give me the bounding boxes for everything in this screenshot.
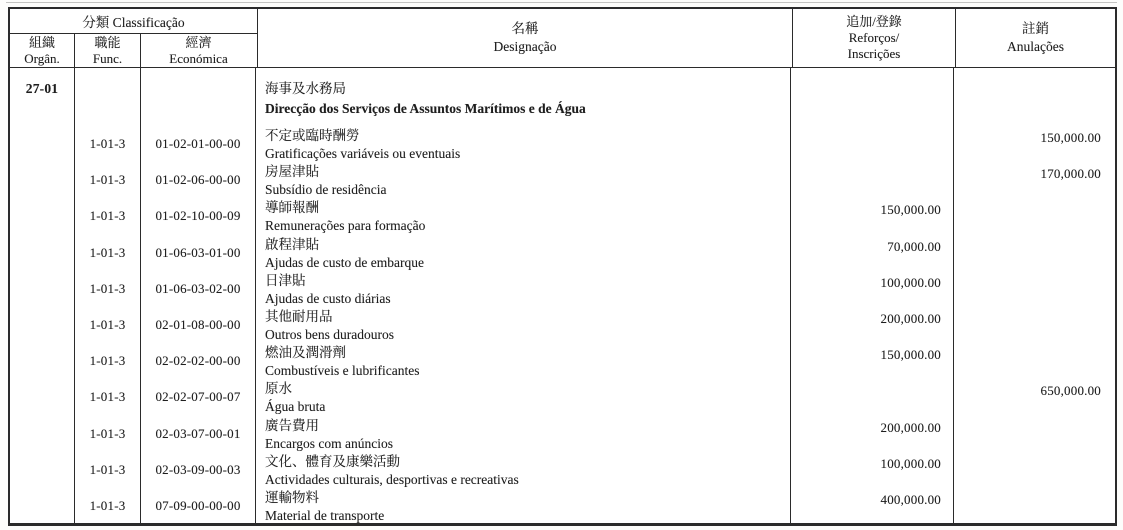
econ-code-cell: 02-03-07-00-01 (141, 416, 256, 452)
designation-cell (256, 452, 791, 488)
econ-code-cell: 01-06-03-01-00 (141, 235, 256, 271)
econ-code-cell: 02-01-08-00-00 (141, 307, 256, 343)
designation-pt: Gratificações variáveis ou eventuais (265, 146, 461, 161)
header-reforcos-column (793, 9, 956, 67)
organ-code-cell (10, 416, 75, 452)
anulacoes-amount-cell (954, 235, 1113, 271)
anulacoes-amount-cell (954, 416, 1113, 452)
anulacoes-amount-cell (954, 452, 1113, 488)
designation-pt: Outros bens duradouros (265, 326, 394, 342)
header-anulacoes-column (956, 9, 1115, 67)
header-func-column (75, 34, 141, 67)
designation-zh: 燃油及潤滑劑 (265, 345, 346, 361)
reforcos-amount-cell: 200,000.00 (791, 416, 954, 452)
anulacoes-amount-cell (954, 343, 1113, 379)
table-row (10, 416, 1115, 452)
scan-artifact-line (6, 2, 1117, 3)
designation-zh: 日津貼 (265, 272, 306, 288)
table-row (10, 271, 1115, 307)
reforcos-amount-cell: 200,000.00 (791, 307, 954, 343)
organ-code-cell (10, 307, 75, 343)
organ-code-cell (10, 198, 75, 234)
anulacoes-amount-cell (954, 68, 1113, 126)
header-func-zh: 職能 (94, 34, 121, 50)
designation-pt: Ajudas de custo diárias (265, 290, 391, 306)
anulacoes-amount-cell (954, 271, 1113, 307)
designation-pt: Actividades culturais, desportivas e recreativas (265, 471, 519, 487)
designation-pt: Encargos com anúncios (265, 435, 393, 451)
table-row (10, 343, 1115, 379)
table-row (10, 198, 1115, 234)
func-code-cell: 1-01-3 (75, 162, 141, 198)
designation-zh: 不定或臨時酬勞 (265, 128, 360, 143)
table-row (10, 235, 1115, 271)
header-econ-zh: 經濟 (185, 34, 212, 50)
reforcos-amount-cell: 70,000.00 (791, 235, 954, 271)
header-anulacoes-pt: Anulações (1007, 39, 1064, 54)
anulacoes-amount-cell: 150,000.00 (1040, 130, 1101, 145)
header-organ-pt: Orgân. (24, 50, 60, 66)
designation-cell (256, 235, 791, 271)
econ-code-cell: 01-02-10-00-09 (141, 198, 256, 234)
func-code-cell: 1-01-3 (75, 126, 141, 162)
table-row (10, 452, 1115, 488)
table-row (10, 126, 1115, 162)
func-code-cell (75, 68, 141, 126)
designation-cell (256, 343, 791, 379)
designation-cell (256, 416, 791, 452)
func-code-cell: 1-01-3 (75, 488, 141, 524)
header-designation-column (258, 9, 793, 67)
organ-code-cell (10, 343, 75, 379)
anulacoes-amount-cell (954, 198, 1113, 234)
func-code-cell: 1-01-3 (75, 452, 141, 488)
organ-code-cell (10, 379, 75, 415)
designation-zh: 房屋津貼 (265, 164, 319, 180)
designation-pt: Material de transporte (265, 507, 385, 523)
reforcos-amount-cell: 150,000.00 (791, 198, 954, 234)
designation-cell (256, 488, 791, 524)
designation-pt: Água bruta (265, 399, 326, 415)
header-reforcos-zh: 追加/登錄 (846, 14, 902, 29)
section-header-row (10, 68, 1115, 126)
designation-zh: 文化、體育及康樂活動 (265, 453, 400, 469)
designation-zh: 廣告費用 (265, 417, 319, 433)
designation-zh: 原水 (265, 381, 292, 397)
designation-cell (256, 68, 791, 126)
designation-zh: 運輸物料 (265, 489, 319, 505)
budget-amendment-table (8, 7, 1117, 526)
reforcos-amount-cell (791, 379, 954, 415)
reforcos-amount-cell (791, 68, 954, 126)
econ-code-cell: 02-02-07-00-07 (141, 379, 256, 415)
econ-code-cell: 01-02-01-00-00 (141, 126, 256, 162)
header-reforcos-pt-line1: Reforços/ (848, 30, 900, 45)
header-anulacoes-zh: 註銷 (1022, 21, 1049, 36)
func-code-cell: 1-01-3 (75, 198, 141, 234)
header-classification-subcolumns (10, 34, 257, 67)
header-designation-zh: 名稱 (511, 21, 539, 36)
organ-code-cell (10, 271, 75, 307)
header-func-pt: Func. (92, 50, 123, 66)
designation-pt: Ajudas de custo de embarque (265, 254, 424, 270)
reforcos-amount-cell: 150,000.00 (791, 343, 954, 379)
reforcos-amount-cell: 400,000.00 (791, 488, 954, 524)
designation-cell (256, 379, 791, 415)
designation-cell (256, 307, 791, 343)
designation-zh: 導師報酬 (265, 200, 319, 216)
designation-zh: 海事及水務局 (265, 81, 346, 96)
header-econ-column (141, 34, 256, 67)
reforcos-amount-cell (791, 126, 954, 162)
table-row (10, 488, 1115, 524)
func-code-cell: 1-01-3 (75, 379, 141, 415)
designation-cell (256, 162, 791, 198)
designation-cell (256, 126, 791, 162)
organ-code-cell (10, 488, 75, 524)
func-code-cell: 1-01-3 (75, 271, 141, 307)
func-code-cell: 1-01-3 (75, 307, 141, 343)
designation-zh: 其他耐用品 (265, 308, 333, 324)
organ-code-cell (10, 235, 75, 271)
header-reforcos-pt-line2: Inscrições (847, 46, 901, 61)
anulacoes-amount-cell (954, 488, 1113, 524)
reforcos-amount-cell: 100,000.00 (791, 452, 954, 488)
designation-pt: Direcção dos Serviços de Assuntos Marítimos e de Água (265, 101, 586, 116)
econ-code-cell (141, 68, 256, 126)
organ-code-cell (10, 452, 75, 488)
func-code-cell: 1-01-3 (75, 235, 141, 271)
table-row (10, 307, 1115, 343)
header-classification-title: 分類 Classificação (10, 9, 257, 34)
header-organ-column (10, 34, 75, 67)
table-row (10, 162, 1115, 198)
designation-pt: Remunerações para formação (265, 218, 426, 234)
func-code-cell: 1-01-3 (75, 416, 141, 452)
table-row (10, 379, 1115, 415)
designation-pt: Subsídio de residência (265, 182, 387, 198)
table-body (10, 68, 1115, 524)
table-header (10, 9, 1115, 68)
designation-pt: Combustíveis e lubrificantes (265, 363, 420, 379)
reforcos-amount-cell: 100,000.00 (791, 271, 954, 307)
econ-code-cell: 01-02-06-00-00 (141, 162, 256, 198)
header-designation-pt: Designação (493, 39, 557, 54)
anulacoes-amount-cell: 170,000.00 (1040, 166, 1101, 182)
organ-code-cell (10, 162, 75, 198)
econ-code-cell: 01-06-03-02-00 (141, 271, 256, 307)
anulacoes-amount-cell: 650,000.00 (1040, 383, 1101, 399)
econ-code-cell: 02-02-02-00-00 (141, 343, 256, 379)
organ-code-cell: 27-01 (10, 68, 75, 126)
func-code-cell: 1-01-3 (75, 343, 141, 379)
header-classification-group (10, 9, 258, 67)
reforcos-amount-cell (791, 162, 954, 198)
header-organ-zh: 組織 (28, 34, 55, 50)
designation-cell (256, 198, 791, 234)
anulacoes-amount-cell (954, 307, 1113, 343)
designation-cell (256, 271, 791, 307)
organ-code-cell (10, 126, 75, 162)
econ-code-cell: 07-09-00-00-00 (141, 488, 256, 524)
header-econ-pt: Económica (169, 50, 228, 66)
designation-zh: 啟程津貼 (265, 236, 319, 252)
econ-code-cell: 02-03-09-00-03 (141, 452, 256, 488)
